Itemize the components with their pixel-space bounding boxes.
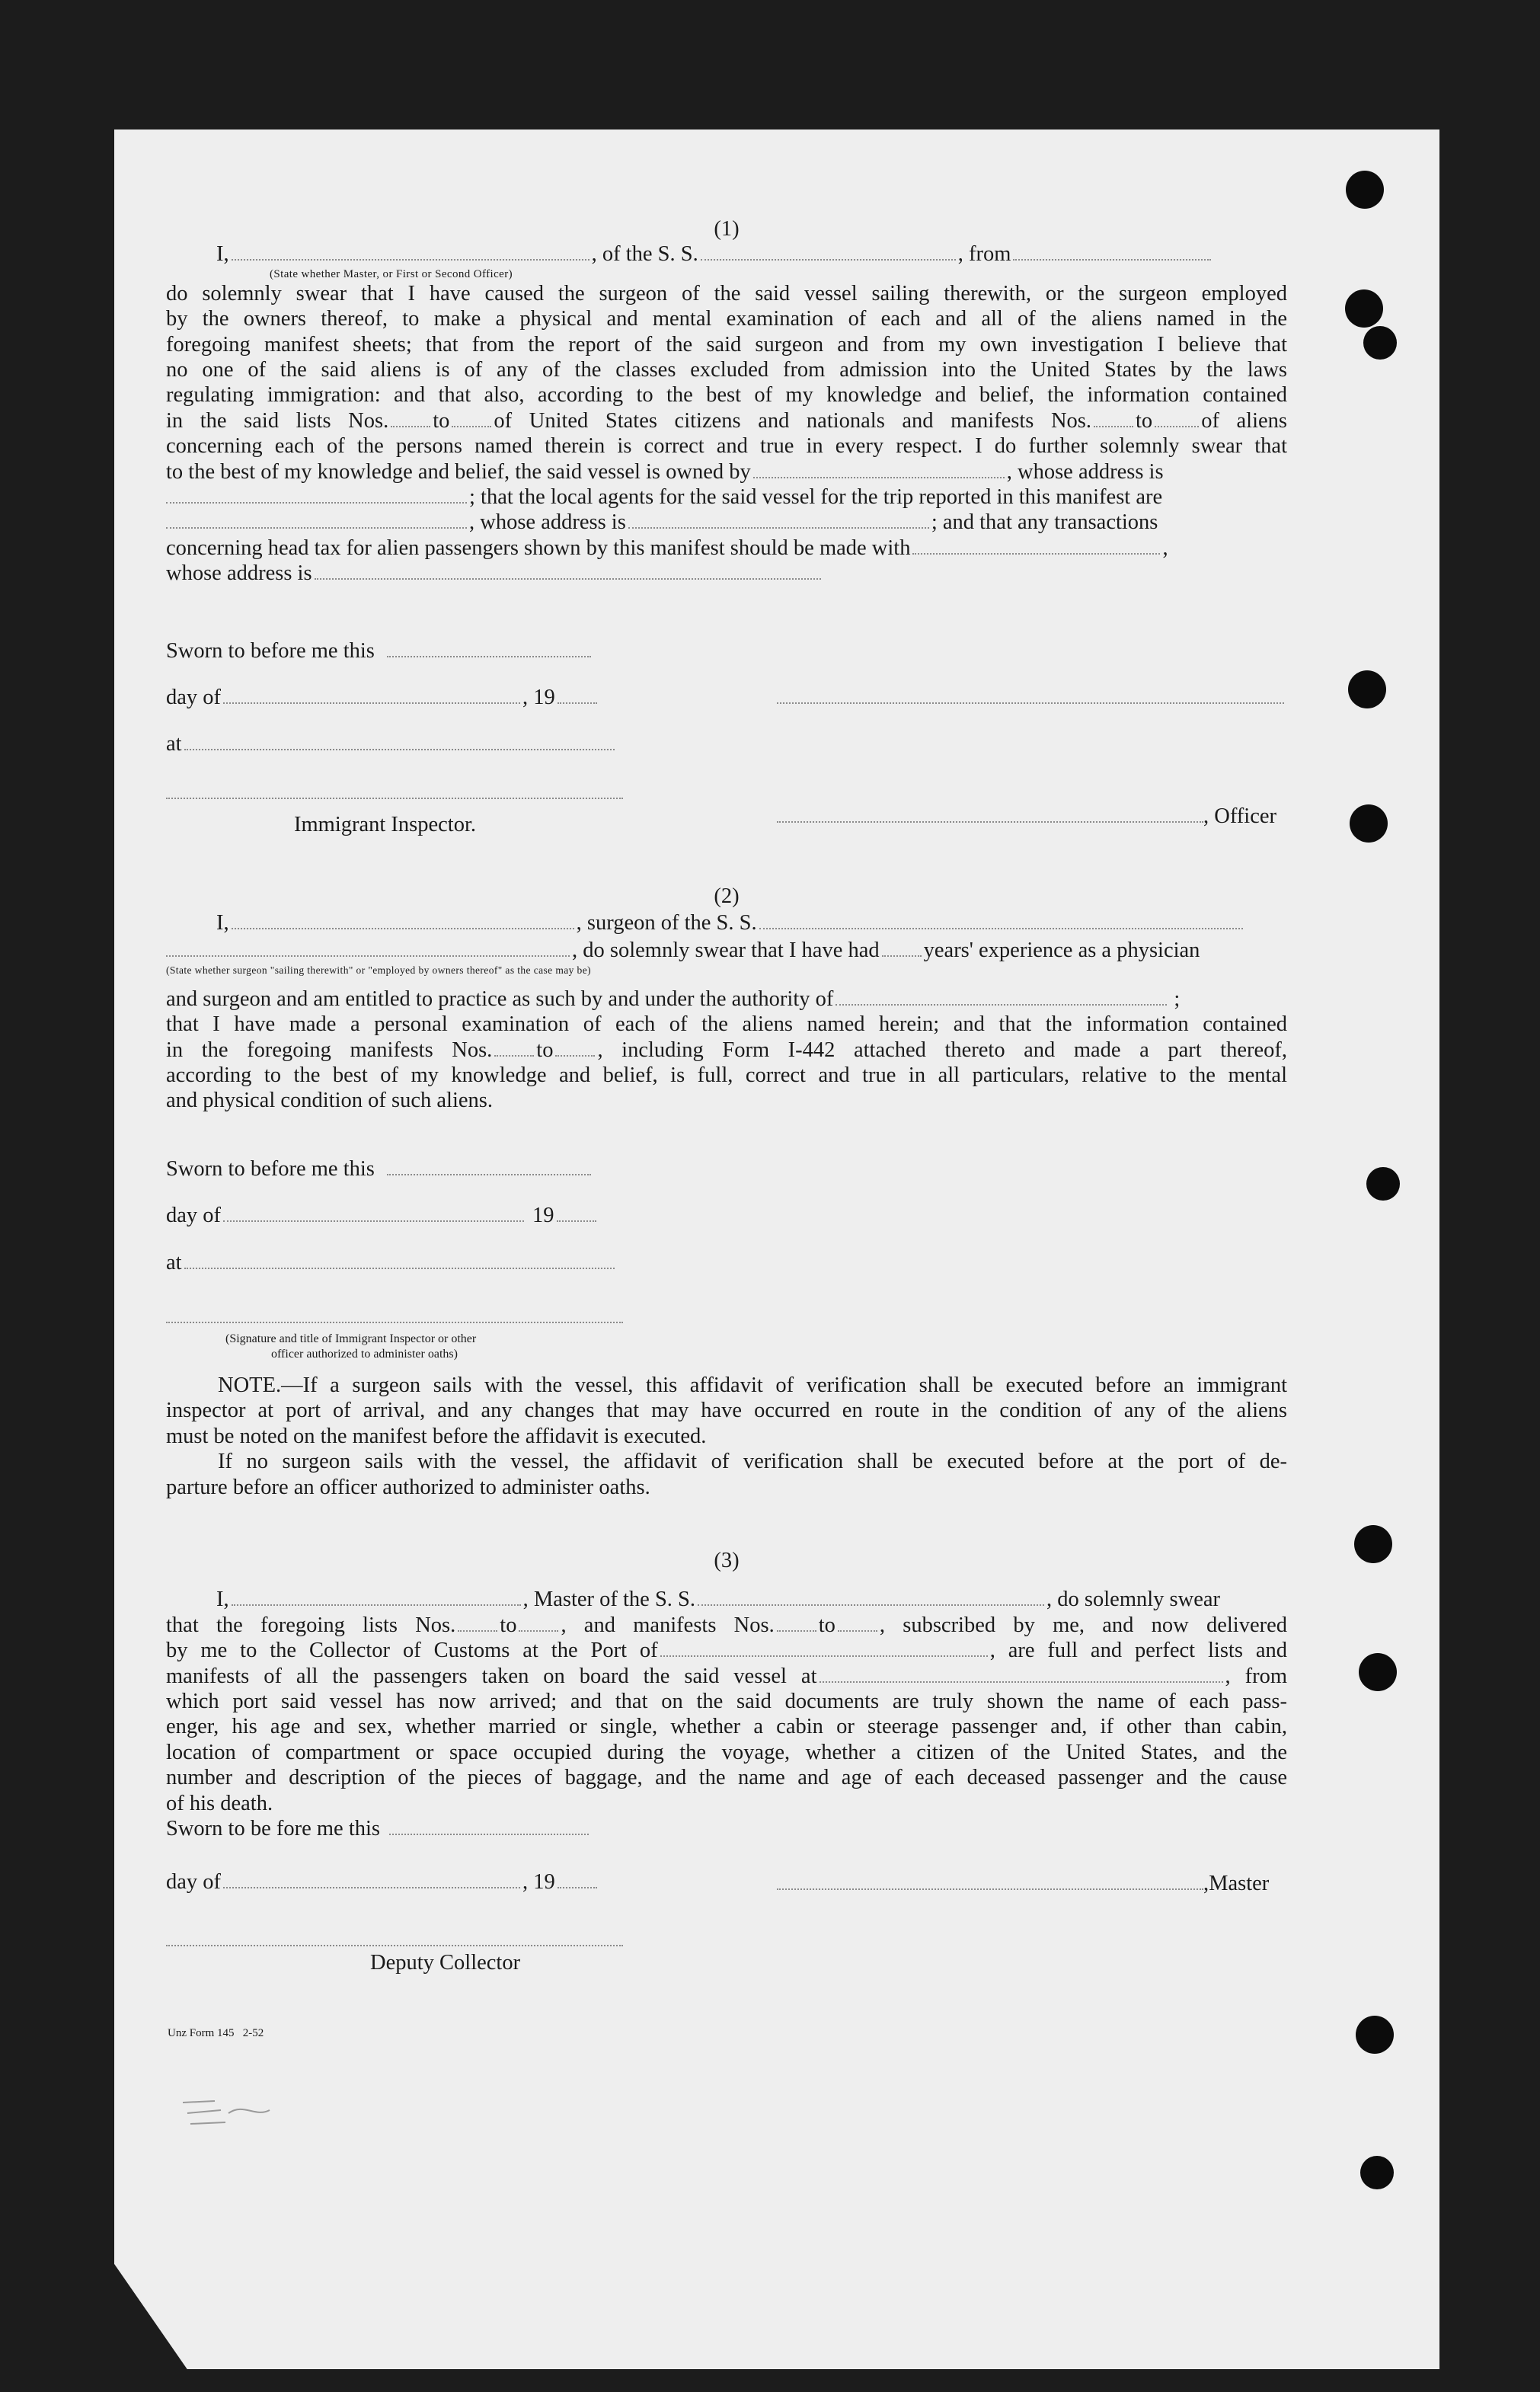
sworn-date-field[interactable] (389, 1820, 589, 1835)
pencil-marks (175, 2087, 282, 2141)
punch-hole (1366, 1167, 1400, 1201)
day-line: day of , 19 (166, 1869, 599, 1895)
punch-hole (1359, 1653, 1397, 1691)
sworn-line: Sworn to before me this (166, 1156, 593, 1182)
oath-line: no one of the said aliens is of any of the classes excluded from admission into the United States by the laws (166, 357, 1287, 382)
list-from-field[interactable] (458, 1617, 497, 1632)
master-oath-line: which port said vessel has now arrived; and that on the said documents are truly shown the name of each pass- (166, 1689, 1287, 1713)
at-line: at (166, 731, 617, 756)
section-3 (166, 1548, 1287, 1841)
note-line: parture before an officer authorized to administer oaths. (166, 1475, 650, 1499)
surgeon-line: I, , surgeon of the S. S. (166, 909, 1287, 938)
punch-hole (1363, 326, 1397, 360)
surgeon-note: (State whether surgeon "sailing therewith" or "employed by owners thereof" as the case may be) (166, 964, 591, 976)
section-1 (166, 216, 1287, 586)
oath-line: , whose address is ; and that any transactions (166, 510, 1287, 535)
surgeon-oath-line: according to the best of my knowledge and belief, is full, correct and true in all particulars, relative to the mental (166, 1063, 1287, 1087)
at-place-field[interactable] (184, 1254, 615, 1269)
oath-line: concerning head tax for alien passengers shown by this manifest should be made with , (166, 536, 1168, 560)
master-oath-line: manifests of all the passengers taken on board the said vessel at , from (166, 1664, 1287, 1688)
oath-line: by the owners thereof, to make a physical and mental examination of each and all of the aliens named in the (166, 307, 1287, 331)
officer-signature-field[interactable] (777, 807, 1203, 823)
list-to-field[interactable] (452, 412, 491, 427)
signature-note: officer authorized to administer oaths) (271, 1348, 458, 1361)
authority-field[interactable] (835, 990, 1167, 1006)
deputy-label: Deputy Collector (370, 1951, 521, 1975)
master-signature-field[interactable] (777, 1875, 1203, 1890)
signature-note: (Signature and title of Immigrant Inspector or other (225, 1332, 477, 1345)
owner-field[interactable] (753, 463, 1005, 478)
surgeon-oath-line: in the foregoing manifests Nos. to , including Form I-442 attached thereto and made a part thereof, (166, 1038, 1288, 1062)
sworn-line: Sworn to be fore me this (166, 1816, 1287, 1841)
official-signature-line (166, 1304, 623, 1329)
section-number: (3) (714, 1549, 740, 1572)
form-id: Unz Form 145 2-52 (168, 2027, 264, 2039)
officer-note: (State whether Master, or First or Second Officer) (270, 267, 513, 280)
surgeon-oath-line: and physical condition of such aliens. (166, 1089, 493, 1113)
surgeon-line: , do solemnly swear that I have had years' experience as a physician (166, 938, 1287, 963)
agents-address-field[interactable] (628, 513, 929, 529)
master-name-field[interactable] (232, 1591, 521, 1606)
sworn-date-field[interactable] (387, 642, 591, 657)
vessel-name-field[interactable] (701, 245, 956, 261)
section-number: (1) (714, 217, 740, 241)
officer-name-field[interactable] (232, 245, 589, 261)
list-to-field[interactable] (519, 1617, 558, 1632)
sworn-date-field[interactable] (387, 1160, 591, 1175)
section-2 (166, 884, 1287, 1114)
oath-line: to the best of my knowledge and belief, the said vessel is owned by , whose address is (166, 459, 1164, 484)
officer-signature-line: , Officer (777, 804, 1276, 829)
deputy-signature-line (166, 1927, 623, 1952)
oath-line: ; that the local agents for the said vessel for the trip reported in this manifest are (166, 484, 1287, 510)
punch-hole (1360, 2156, 1394, 2189)
surgeon-oath-line: that I have made a personal examination of each of the aliens named herein; and that the information contained (166, 1012, 1287, 1037)
deputy-signature-field[interactable] (166, 1931, 623, 1946)
note-line: must be noted on the manifest before the affidavit is executed. (166, 1424, 707, 1448)
official-signature-field[interactable] (166, 1308, 623, 1323)
day-line: day of , 19 (166, 685, 599, 710)
oath-line: foregoing manifest sheets; that from the report of the said surgeon and from my own investigation I believe that (166, 332, 1287, 357)
years-field[interactable] (882, 942, 922, 957)
manifest-to-field[interactable] (838, 1617, 877, 1632)
agents-field[interactable] (166, 513, 467, 529)
oath-line: regulating immigration: and that also, according to the best of my knowledge and belief, the information contained (166, 383, 1287, 408)
punch-hole (1356, 2016, 1394, 2054)
manifest-from-field[interactable] (494, 1041, 534, 1057)
day-field[interactable] (223, 689, 520, 704)
signature-field[interactable] (777, 689, 1284, 704)
oath-line: whose address is (166, 561, 1287, 586)
manifest-from-field[interactable] (1094, 412, 1133, 427)
note-line: NOTE.—If a surgeon sails with the vessel, this affidavit of verification shall be executed before an immigrant (218, 1373, 1287, 1397)
year-field[interactable] (557, 1207, 596, 1222)
at-line: at (166, 1250, 617, 1275)
oath-line: do solemnly swear that I have caused the surgeon of the said vessel sailing therewith, or the surgeon employed (166, 281, 1287, 305)
punch-hole (1345, 289, 1383, 328)
list-from-field[interactable] (391, 412, 430, 427)
day-field[interactable] (223, 1207, 524, 1222)
master-line: I, , Master of the S. S. , do solemnly swear (216, 1588, 1220, 1612)
section-number: (2) (714, 884, 740, 908)
master-signature-line: ,Master (777, 1871, 1269, 1896)
manifest-from-field[interactable] (777, 1617, 816, 1632)
punch-hole (1348, 670, 1386, 708)
master-oath-line: that the foregoing lists Nos. to , and manifests Nos. to , subscribed by me, and now delivered (166, 1613, 1287, 1637)
oath-line: concerning each of the persons named therein is correct and true in every respect. I do further solemnly swear that (166, 434, 1287, 459)
punch-hole (1354, 1525, 1392, 1563)
signature-line (777, 685, 1284, 710)
head-tax-field[interactable] (912, 539, 1160, 555)
officer-line: I, , of the S. S. , from (166, 241, 1287, 267)
sworn-line: Sworn to before me this (166, 638, 593, 664)
from-port-field[interactable] (1013, 245, 1211, 261)
oath-line: in the said lists Nos. to of United States citizens and nationals and manifests Nos. to of aliens (166, 408, 1287, 433)
master-oath-line: enger, his age and sex, whether married or single, whether a cabin or steerage passenger and, if other than cabin, (166, 1715, 1287, 1739)
port-field[interactable] (660, 1642, 988, 1657)
manifest-to-field[interactable] (555, 1041, 595, 1057)
note-block (166, 1373, 1287, 1500)
inspector-label: Immigrant Inspector. (294, 813, 477, 836)
punch-hole (1350, 804, 1388, 843)
master-vessel-field[interactable] (698, 1591, 1044, 1606)
surgeon-name-field[interactable] (232, 914, 574, 929)
note-line: If no surgeon sails with the vessel, the affidavit of verification shall be executed before at the port of de- (218, 1450, 1287, 1474)
head-tax-address-field[interactable] (315, 564, 821, 580)
boarding-port-field[interactable] (820, 1668, 1223, 1683)
owner-address-field[interactable] (166, 488, 467, 504)
master-oath-line: number and description of the pieces of baggage, and the name and age of each deceased passenger and the cause (166, 1766, 1287, 1790)
day-line: day of 19 (166, 1203, 599, 1228)
note-line: inspector at port of arrival, and any changes that may have occurred en route in the condition of any of the aliens (166, 1399, 1287, 1423)
manifest-to-field[interactable] (1155, 412, 1199, 427)
day-field[interactable] (223, 1873, 520, 1888)
inspector-signature-line (166, 780, 623, 805)
surgeon-vessel-field[interactable] (759, 914, 1243, 929)
year-field[interactable] (558, 689, 597, 704)
master-oath-line: location of compartment or space occupied during the voyage, whether a citizen of the United States, and the (166, 1740, 1287, 1764)
master-oath-line: by me to the Collector of Customs at the Port of , are full and perfect lists and (166, 1639, 1288, 1663)
at-place-field[interactable] (184, 735, 615, 750)
year-field[interactable] (558, 1873, 597, 1888)
surgeon-status-field[interactable] (166, 942, 570, 957)
inspector-signature-field[interactable] (166, 784, 623, 799)
master-oath-line: of his death. (166, 1791, 273, 1815)
surgeon-oath-line: and surgeon and am entitled to practice as such by and under the authority of ; (166, 987, 1181, 1011)
punch-hole (1346, 171, 1384, 209)
